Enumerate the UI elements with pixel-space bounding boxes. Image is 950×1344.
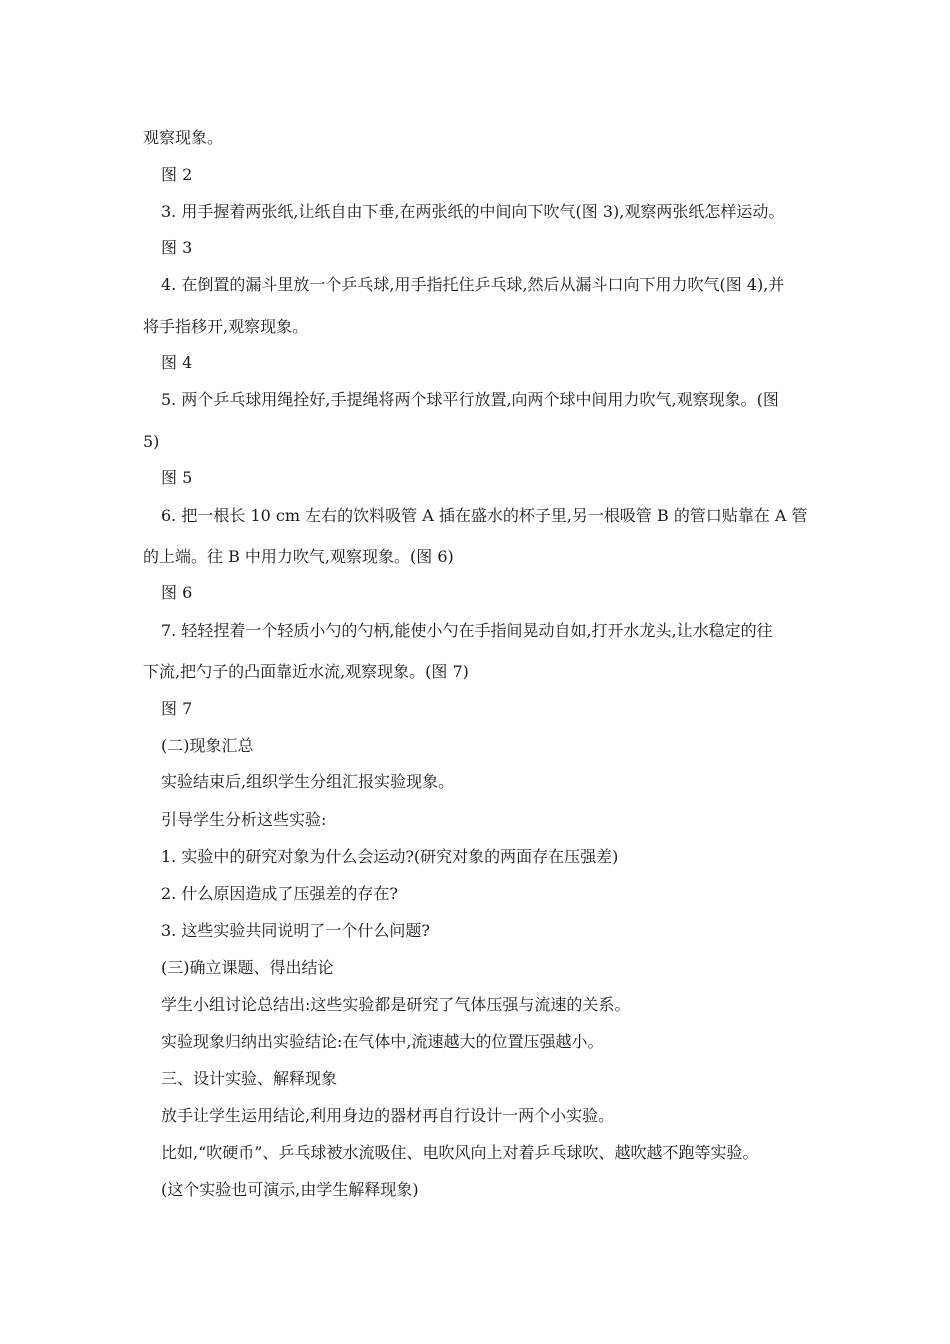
figure-caption: 图 5 [161, 468, 193, 487]
figure-caption: 图 4 [161, 353, 193, 372]
figure-caption: 图 3 [161, 238, 193, 257]
step-3: 3. 用手握着两张纸,让纸自由下垂,在两张纸的中间向下吹气(图 3),观察两张纸怎样运动。 [161, 202, 785, 221]
question-1: 1. 实验中的研究对象为什么会运动?(研究对象的两面存在压强差) [161, 847, 619, 866]
text-line: 观察现象。 [143, 128, 224, 147]
step-7: 7. 轻轻捏着一个轻质小勺的勺柄,能使小勺在手指间晃动自如,打开水龙头,让水稳定的往 [161, 621, 773, 640]
paragraph: 学生小组讨论总结出:这些实验都是研究了气体压强与流速的关系。 [161, 995, 631, 1014]
paragraph: (这个实验也可演示,由学生解释现象) [161, 1180, 419, 1199]
step-5-continued: 5) [143, 432, 160, 451]
section-heading: 三、设计实验、解释现象 [161, 1069, 338, 1088]
paragraph: 实验现象归纳出实验结论:在气体中,流速越大的位置压强越小。 [161, 1032, 604, 1051]
section-heading: (二)现象汇总 [161, 736, 254, 755]
section-heading: (三)确立课题、得出结论 [161, 958, 334, 977]
figure-caption: 图 7 [161, 699, 193, 718]
paragraph: 实验结束后,组织学生分组汇报实验现象。 [161, 772, 455, 791]
step-4-continued: 将手指移开,观察现象。 [143, 317, 309, 336]
question-3: 3. 这些实验共同说明了一个什么问题? [161, 921, 430, 940]
paragraph: 放手让学生运用结论,利用身边的器材再自行设计一两个小实验。 [161, 1106, 615, 1125]
step-7-continued: 下流,把勺子的凸面靠近水流,观察现象。(图 7) [143, 662, 469, 681]
figure-caption: 图 6 [161, 583, 193, 602]
step-6-continued: 的上端。往 B 中用力吹气,观察现象。(图 6) [143, 547, 454, 566]
question-2: 2. 什么原因造成了压强差的存在? [161, 884, 398, 903]
paragraph: 引导学生分析这些实验: [161, 810, 327, 829]
paragraph: 比如,“吹硬币”、乒乓球被水流吸住、电吹风向上对着乒乓球吹、越吹越不跑等实验。 [161, 1143, 759, 1162]
step-4: 4. 在倒置的漏斗里放一个乒乓球,用手指托住乒乓球,然后从漏斗口向下用力吹气(图 4),并 [161, 275, 785, 294]
figure-caption: 图 2 [161, 165, 193, 184]
step-5: 5. 两个乒乓球用绳拴好,手提绳将两个球平行放置,向两个球中间用力吹气,观察现象。(图 [161, 390, 779, 409]
step-6: 6. 把一根长 10 cm 左右的饮料吸管 A 插在盛水的杯子里,另一根吸管 B 的管口贴靠在 A 管 [161, 506, 808, 525]
